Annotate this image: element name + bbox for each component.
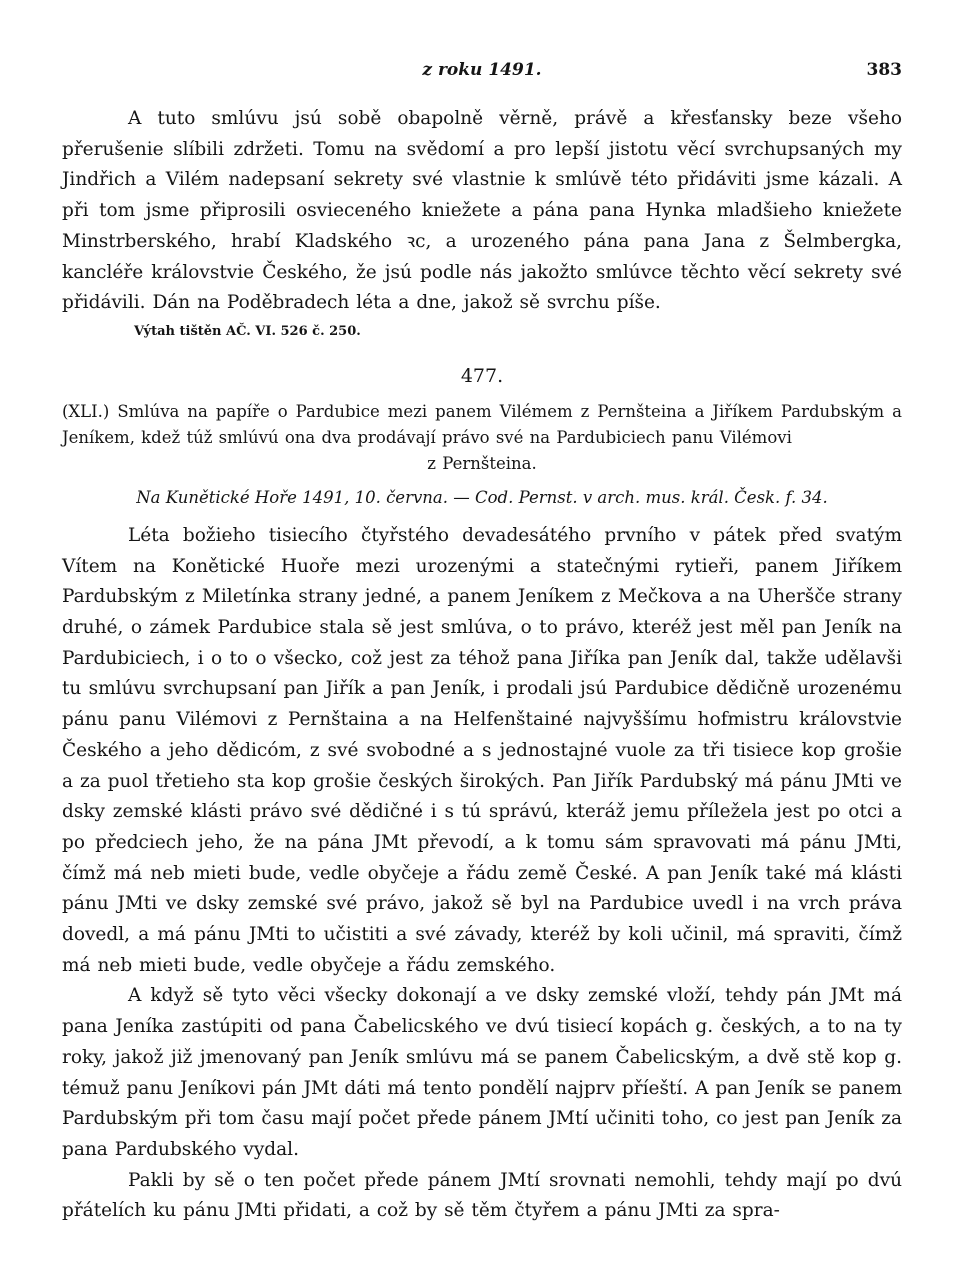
previous-document-closing-paragraph: A tuto smlúvu jsú sobě obapolně věrně, právě a křesťansky beze všeho přerušenie slíbili zdržeti. Tomu na svědomí a pro lepší jistotu věcí svrchupsaných my Jindřich a Vilém nadepsaní sekrety své vlastnie k smlúvě této přidáviti jsme kázali. A při tom jsme připrosili osvieceného kniežete a pána pana Hynka mladšieho kniežete Minstrberského, hrabí Kladského ꝛc, a urozeného pána pana Jana z Šelmbergka, kancléře královstvie Českého, že jsú podle nás jakožto smlúvce těchto věcí sekrety své přidávili. Dán na Poděbradech léta a dne, jakož sě svrchu píše. [62, 108, 902, 314]
regest-text: (XLI.) Smlúva na papíře o Pardubice mezi panem Vilémem z Pernšteina a Jiříkem Pardubským a Jeníkem, kdež túž smlúvú ona dva prodávají právo své na Pardubiciech panu Vilémovi [62, 401, 902, 447]
running-title: z roku 1491. [422, 60, 542, 80]
body-paragraph: A když sě tyto věci všecky dokonají a ve dsky zemské vloží, tehdy pán JMt má pana Jeníka zastúpiti od pana Čabelicského ve dvú tisiecí kopách g. českých, a to na ty roky, jakož již jmenovaný pan Jeník smlúvu má se panem Čabelicským, a dvě stě kop g. témuž panu Jeníkovi pán JMt dáti má tento pondělí najprv příeští. A pan Jeník se panem Pardubským při tom času mají počet přede pánem JMtí učiniti toho, co jest pan Jeník za pana Pardubského vydal. [62, 985, 902, 1160]
body-paragraph: Léta božieho tisiecího čtyřstého devadesátého prvního v pátek před svatým Vítem na Konětické Huoře mezi urozenými a statečnými rytieři, panem Jiříkem Pardubským z Miletínka strany jedné, a panem Jeníkem z Mečkova a na Uheršče strany druhé, o zámek Pardubice stala sě jest smlúva, o to právo, kteréž jest měl pan Jeník na Pardubiciech, i o to o všecko, což jest za téhož pana Jiříka pan Jeník dal, takže udělavši tu smlúvu svrchupsaní pan Jiřík a pan Jeník, i prodali jsú Pardubice dědičně urozenému pánu panu Vilémovi z Pernštaina a na Helfenštainé najvyššímu hofmistru královstvie Českého a jeho dědicóm, z své svobodné a s jednostajné vuole za tři tisiece kop grošie a za puol třetieho sta kop grošie českých širokých. Pan Jiřík Pardubský má pánu JMti ve dsky zemské klásti právo své dědičné i s tú správú, kteráž jemu příležela jest po otci a po předciech jeho, že na pána JMt převodí, a k tomu sám spravovati má pánu JMti, čímž má neb mieti bude, vedle obyčeje a řádu země České. A pan Jeník také má klásti pánu JMti ve dsky zemské své právo, jakož sě byl na Pardubice uvedl i na vrch práva dovedl, a má pánu JMti to učistiti a své závady, kteréž by koli učinil, má spraviti, čímž má neb mieti bude, vedle obyčeje a řádu zemského. [62, 524, 902, 976]
body-paragraph: Pakli by sě o ten počet přede pánem JMtí srovnati nemohli, tehdy mají po dvú přátelích ku pánu JMti přidati, a což by sě těm čtyřem a pánu JMti za spra- [62, 1169, 902, 1222]
document-regest [62, 399, 902, 477]
book-page [62, 60, 902, 1227]
place-date-source-line: Na Kunětické Hoře 1491, 10. června. — Cod. Pernst. v arch. mus. král. Česk. f. 34. [136, 487, 828, 507]
page-number: 383 [866, 60, 902, 80]
document-body [62, 521, 902, 1227]
document-number: 477. [460, 364, 504, 387]
page-header [62, 60, 902, 90]
print-reference-note: Výtah tištěn AČ. VI. 526 č. 250. [134, 323, 361, 339]
regest-text-end: z Pernšteina. [427, 453, 537, 473]
